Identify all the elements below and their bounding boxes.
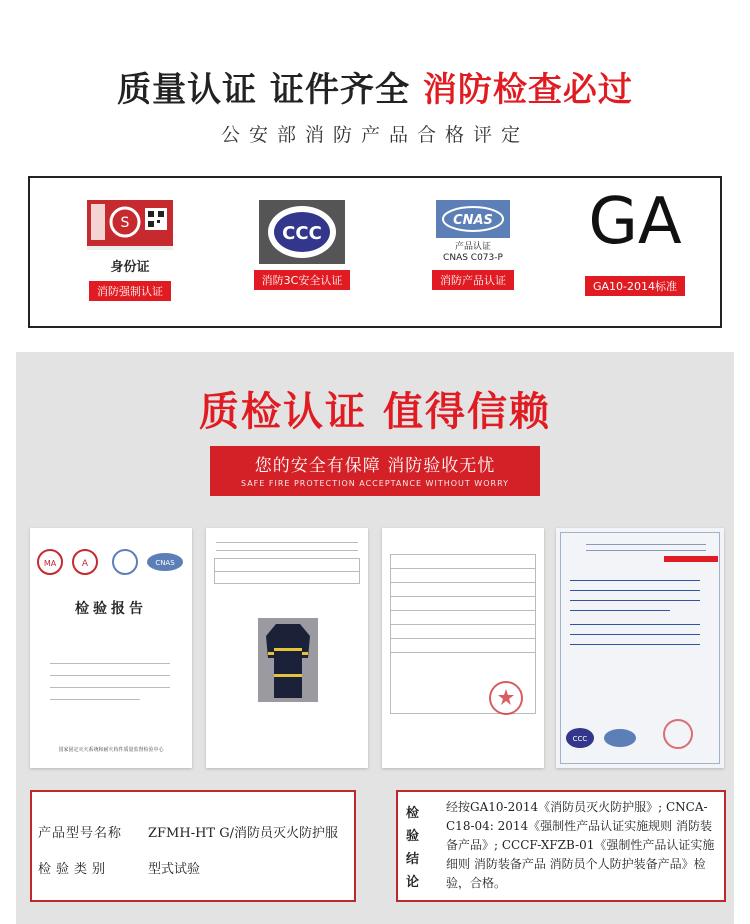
red-stamp	[488, 680, 524, 716]
banner-line2: SAFE FIRE PROTECTION ACCEPTANCE WITHOUT WORRY	[240, 479, 510, 488]
type-label: 检验类别	[38, 862, 111, 877]
page-title	[0, 62, 750, 111]
cert-caption-line2: CNAS C073-P	[443, 253, 503, 263]
page-subtitle: 公安部消防产品合格评定	[220, 124, 529, 146]
banner-line1: 您的安全有保障 消防验收无忧	[254, 456, 496, 476]
suit-photo	[258, 618, 318, 702]
report-cover-document	[30, 528, 192, 768]
cert-label: 消防强制认证	[89, 281, 171, 301]
product-certificate	[556, 528, 724, 768]
report-title: 检验报告	[75, 601, 147, 617]
cert-label: 消防3C安全认证	[254, 270, 351, 290]
svg-text:S: S	[120, 215, 130, 231]
title-red: 消防检查必过	[422, 70, 633, 110]
conclusion-text: 经按GA10-2014《消防员灭火防护服》; CNCA-C18-04: 2014《强制性产品认证实施规则 消防装备产品》; CCCF-XFZB-01《强制性产品认证实施细则 消防装备产品 消防员个人防护装备产品》检验，合格。	[446, 800, 715, 890]
cnas-logo-text: CNAS	[155, 559, 175, 567]
cert-label: GA10-2014标准	[585, 276, 685, 296]
cert-fire-mandatory	[80, 200, 180, 301]
product-info-box	[30, 790, 356, 902]
model-label: 产品型号名称	[38, 826, 123, 841]
certificate-logos	[560, 718, 720, 758]
cert-cnas	[423, 200, 523, 290]
svg-text:CCC: CCC	[282, 223, 322, 244]
fire-cert-id-icon	[87, 200, 173, 264]
cert-3c	[252, 200, 352, 290]
section-banner	[210, 446, 540, 496]
report-footer: 国家固定灭火系统和耐火构件质量监督检验中心	[58, 747, 164, 753]
certificates-box	[28, 176, 722, 328]
svg-text:CNAS: CNAS	[453, 213, 493, 228]
ccc-icon	[259, 200, 345, 264]
cert-ga	[575, 185, 695, 296]
svg-text:A: A	[81, 559, 89, 569]
conclusion-label: 检验结论	[406, 806, 420, 890]
report-logos	[30, 536, 192, 596]
conclusion-box	[396, 790, 726, 902]
cert-label: 消防产品认证	[432, 270, 514, 290]
ga-mark: GA	[588, 185, 682, 259]
cert-caption: 身份证	[110, 260, 150, 275]
section-title: 质检认证 值得信赖	[199, 388, 551, 435]
report-results-page	[382, 528, 544, 768]
svg-text:MA: MA	[43, 559, 57, 568]
model-value: ZFMH-HT G/消防员灭火防护服	[148, 826, 338, 841]
type-value: 型式试验	[148, 862, 201, 877]
cert-caption-line1: 产品认证	[454, 242, 491, 252]
report-photo-page	[206, 528, 368, 768]
title-black: 质量认证 证件齐全	[117, 70, 423, 110]
svg-text:CCC: CCC	[572, 735, 588, 743]
